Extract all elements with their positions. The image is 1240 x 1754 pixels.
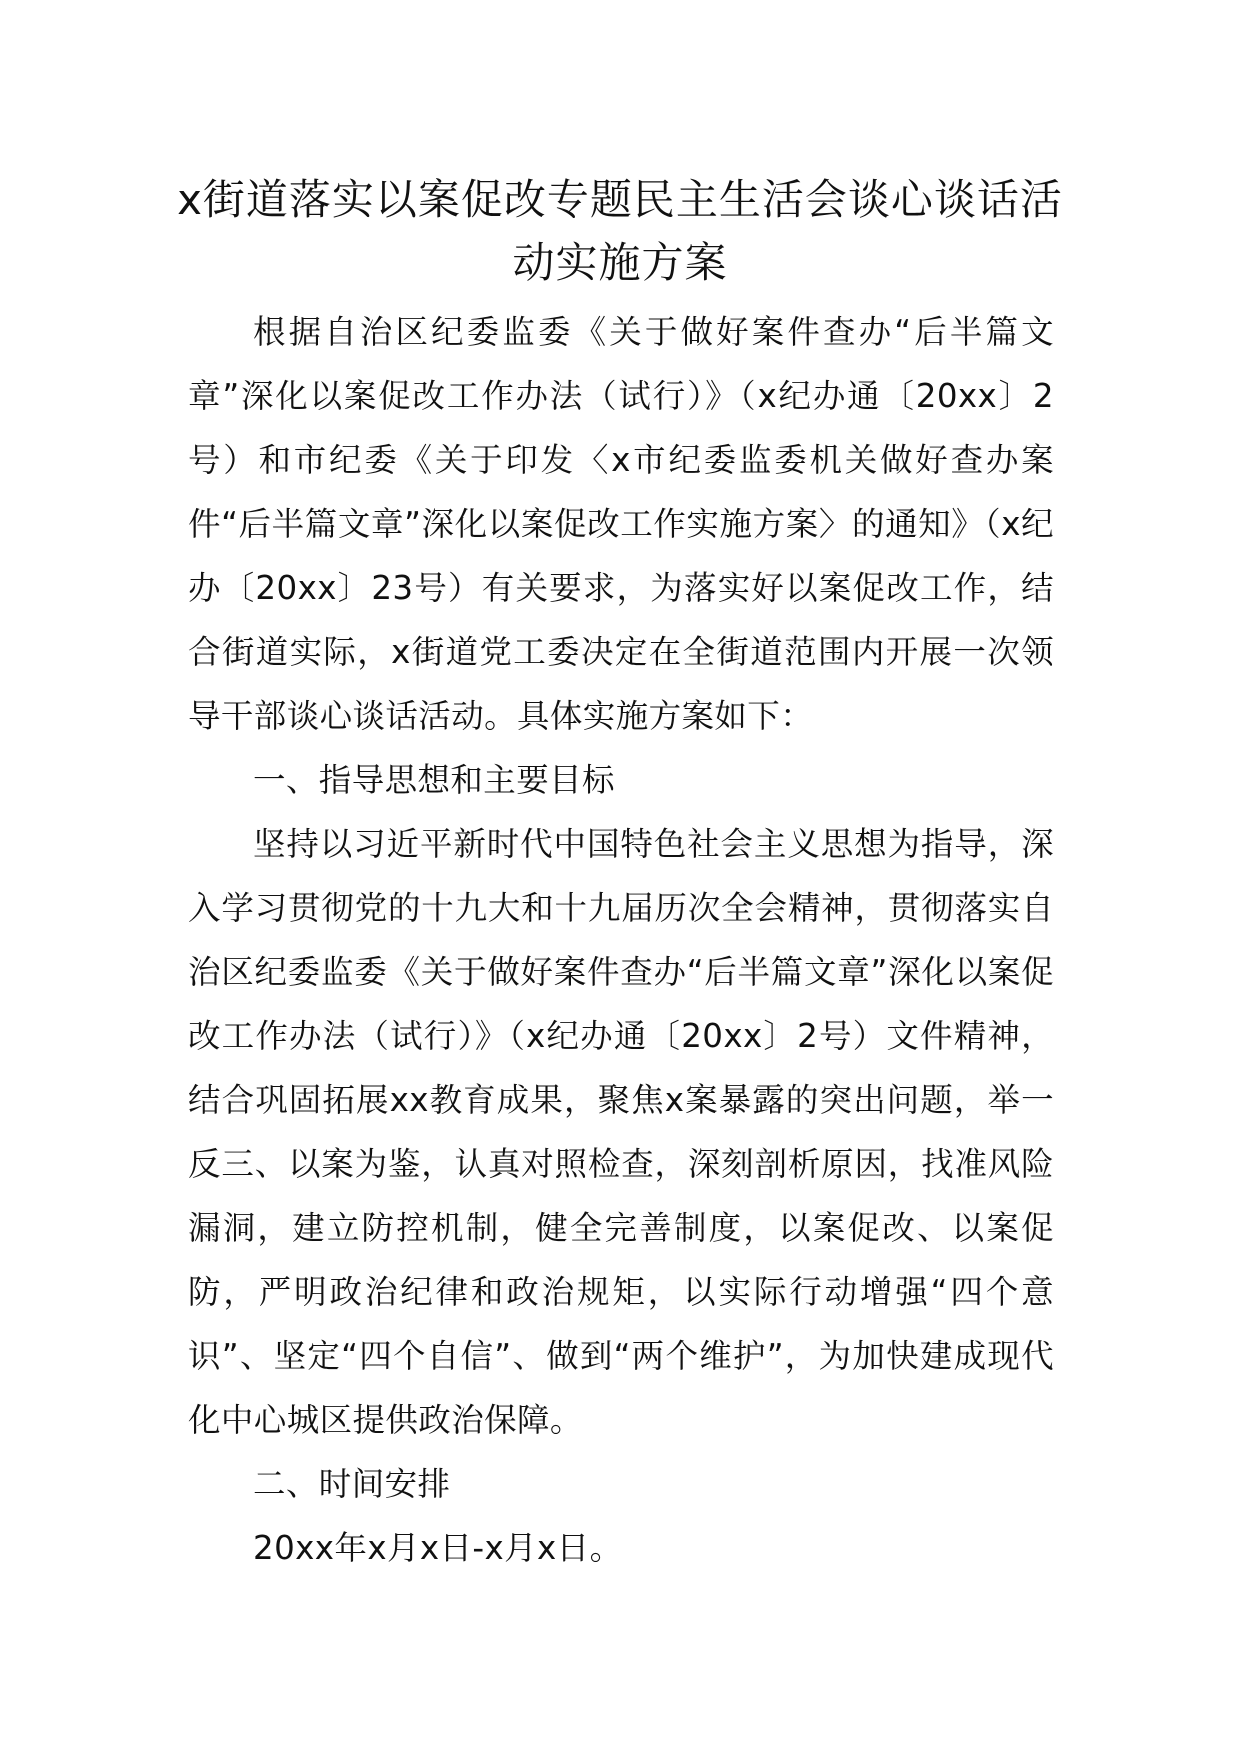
intro-paragraph: 根据自治区纪委监委《关于做好案件查办“后半篇文章”深化以案促改工作办法（试行）》（x纪办通〔20xx〕2号）和市纪委《关于印发〈x市纪委监委机关做好查办案件“后半篇文章”深化以案促改工作实施方案〉的通知》（x纪办〔20xx〕23号）有关要求，为落实好以案促改工作，结合街道实际，x街道党工委决定在全街道范围内开展一次领导干部谈心谈话活动。具体实施方案如下： (188, 313, 1054, 735)
section-heading-guiding-ideology: 一、指导思想和主要目标 (253, 761, 615, 799)
schedule-paragraph: 20xx年x月x日-x月x日。 (253, 1529, 623, 1567)
guiding-ideology-paragraph: 坚持以习近平新时代中国特色社会主义思想为指导，深入学习贯彻党的十九大和十九届历次全会精神，贯彻落实自治区纪委监委《关于做好案件查办“后半篇文章”深化以案促改工作办法（试行）》（x纪办通〔20xx〕2号）文件精神，结合巩固拓展xx教育成果，聚焦x案暴露的突出问题，举一反三、以案为鉴，认真对照检查，深刻剖析原因，找准风险漏洞，建立防控机制，健全完善制度，以案促改、以案促防，严明政治纪律和政治规矩，以实际行动增强“四个意识”、坚定“四个自信”、做到“两个维护”，为加快建成现代化中心城区提供政治保障。 (188, 825, 1054, 1439)
document-body (188, 300, 1054, 1580)
section-heading-schedule: 二、时间安排 (253, 1465, 451, 1503)
document-title: x街道落实以案促改专题民主生活会谈心谈话活动实施方案 (177, 175, 1063, 287)
